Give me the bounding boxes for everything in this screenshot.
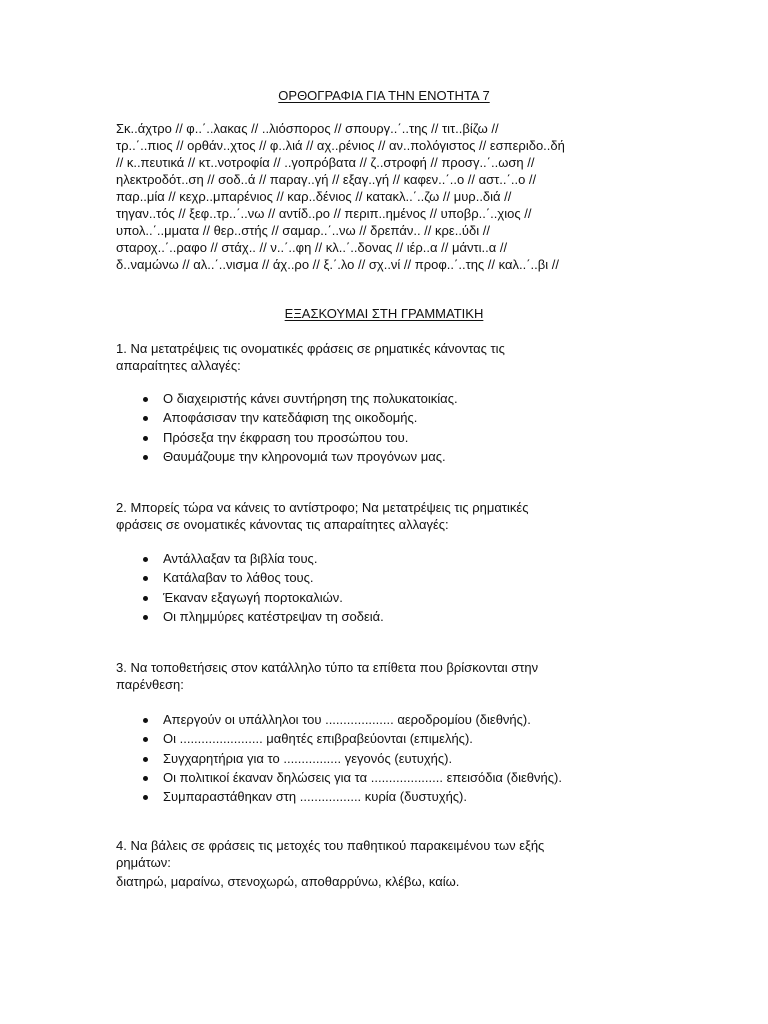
exercise-instruction: φράσεις σε ονοματικές κάνοντας τις απαραίτητες αλλαγές: bbox=[116, 517, 449, 532]
spelling-line: Σκ..άχτρο // φ..΄..λακας // ..λιόσπορος // σπουργ..΄..της // τιτ..βίζω // bbox=[116, 121, 499, 136]
exercise-instruction: παρένθεση: bbox=[116, 677, 184, 692]
spelling-title: ΟΡΘΟΓΡΑΦΙΑ ΓΙΑ ΤΗΝ ΕΝΟΤΗΤΑ 7 bbox=[278, 88, 490, 103]
bullet-icon bbox=[143, 615, 148, 620]
document-page: ΟΡΘΟΓΡΑΦΙΑ ΓΙΑ ΤΗΝ ΕΝΟΤΗΤΑ 7 Σκ..άχτρο // φ..΄..λακας // ..λιόσπορος // σπουργ..΄..της // τιτ..βίζω // τρ..΄..πιος // ορθάν..χτος // φ..λιά // αχ..ρένιος // αν..πολόγιστος // εσπεριδο..δή // κ..πευτικά // κτ..νοτροφία // ..γοπρόβατα // ζ..στροφή // προσγ..΄..ωση // ηλεκτροδότ..ση // σοδ..ά // παραγ..γή // εξαγ..γή // καφεν..΄..ο // αστ..΄..ο // παρ..μία // κεχρ..μπαρένιος // καρ..δένιος // κατακλ..΄..ζω // μυρ..διά // τηγαν..τός // ξεφ..τρ..΄..νω // αντίδ..ρο // περιπ..ημένος // υποβρ..΄..χιος // υπολ..΄..μματα // θερ..στής // σαμαρ..΄..νω // δρεπάν.. // κρε..ύδι // σταροχ..΄..ραφο // στάχ.. // ν..΄..φη // κλ..΄..δονας // ιέρ..α // μάντι..α // δ..ναμώνω // αλ..΄..νισμα // άχ..ρο // ξ.΄.λο // σχ..νί // προφ..΄..της // καλ..΄..βι // ΕΞΑΣΚΟΥΜΑΙ ΣΤΗ ΓΡΑΜΜΑΤΙΚΗ 1. Να μετατρέψεις τις ονοματικές φράσεις σε ρηματικές κάνοντας τις απαραίτητες αλλαγές: Ο διαχειριστής κάνει συντήρηση της πολυκατοικίας. Αποφάσισαν την κατεδάφιση της οικοδομής. Πρόσεξα την έκφραση του προσώπου του. Θαυμάζουμε την κληρονομιά των προγόνων μας. 2. Μπορείς τώρα να κάνεις το αντίστροφο; Να μετατρέψεις τις ρηματικές φράσεις σε ονοματικές κάνοντας τις απαραίτητες αλλαγές: Αντάλλαξαν τα βιβλία τους. Κατάλαβαν το λάθος τους. Έκαναν εξαγωγή πορτοκαλιών. Οι πλημμύρες κατέστρεψαν τη σοδειά. 3. Να τοποθετήσεις στον κατάλληλο τύπο τα επίθετα που βρίσκονται στην παρένθεση: Απεργούν οι υπάλληλοι του ................... αεροδρομίου (διεθνής). Οι ....................... μαθητές επιβραβεύονται (επιμελής). Συγχαρητήρια για το ................ γεγονός (ευτυχής). Οι πολιτικοί έκαναν δηλώσεις για τα .................... επεισόδια (διεθνής). Συμπαραστάθηκαν στη ................. κυρία (δυστυχής). 4. Να βάλεις σε φράσεις τις μετοχές του παθητικού παρακειμένου των εξής ρημάτων: διατηρώ, μαραίνω, στενοχωρώ, αποθαρρύνω, κλέβω, καίω. bbox=[0, 0, 768, 1024]
bullet-icon bbox=[143, 397, 148, 402]
exercise-instruction: 2. Μπορείς τώρα να κάνεις το αντίστροφο; Να μετατρέψεις τις ρηματικές bbox=[116, 500, 529, 515]
spelling-line: δ..ναμώνω // αλ..΄..νισμα // άχ..ρο // ξ.΄.λο // σχ..νί // προφ..΄..της // καλ..΄..βι // bbox=[116, 257, 559, 272]
bullet-icon bbox=[143, 455, 148, 460]
spelling-line: παρ..μία // κεχρ..μπαρένιος // καρ..δένιος // κατακλ..΄..ζω // μυρ..διά // bbox=[116, 189, 512, 204]
verb-list: διατηρώ, μαραίνω, στενοχωρώ, αποθαρρύνω, κλέβω, καίω. bbox=[116, 874, 460, 889]
spelling-line: σταροχ..΄..ραφο // στάχ.. // ν..΄..φη // κλ..΄..δονας // ιέρ..α // μάντι..α // bbox=[116, 240, 508, 255]
bullet-icon bbox=[143, 576, 148, 581]
exercise-instruction: ρημάτων: bbox=[116, 855, 171, 870]
exercise-instruction: 1. Να μετατρέψεις τις ονοματικές φράσεις σε ρηματικές κάνοντας τις bbox=[116, 341, 505, 356]
exercise-instruction: απαραίτητες αλλαγές: bbox=[116, 358, 241, 373]
spelling-line: τρ..΄..πιος // ορθάν..χτος // φ..λιά // αχ..ρένιος // αν..πολόγιστος // εσπεριδο..δή bbox=[116, 138, 565, 153]
spelling-line: υπολ..΄..μματα // θερ..στής // σαμαρ..΄..νω // δρεπάν.. // κρε..ύδι // bbox=[116, 223, 491, 238]
bullet-icon bbox=[143, 737, 148, 742]
grammar-title: ΕΞΑΣΚΟΥΜΑΙ ΣΤΗ ΓΡΑΜΜΑΤΙΚΗ bbox=[284, 306, 484, 321]
bullet-icon bbox=[143, 795, 148, 800]
bullet-icon bbox=[143, 718, 148, 723]
spelling-line: ηλεκτροδότ..ση // σοδ..ά // παραγ..γή // εξαγ..γή // καφεν..΄..ο // αστ..΄..ο // bbox=[116, 172, 537, 187]
exercise-instruction: 4. Να βάλεις σε φράσεις τις μετοχές του παθητικού παρακειμένου των εξής bbox=[116, 838, 545, 853]
bullet-icon bbox=[143, 557, 148, 562]
bullet-icon bbox=[143, 416, 148, 421]
bullet-icon bbox=[143, 596, 148, 601]
exercise-instruction: 3. Να τοποθετήσεις στον κατάλληλο τύπο τα επίθετα που βρίσκονται στην bbox=[116, 660, 539, 675]
spelling-line: τηγαν..τός // ξεφ..τρ..΄..νω // αντίδ..ρο // περιπ..ημένος // υποβρ..΄..χιος // bbox=[116, 206, 532, 221]
bullet-icon bbox=[143, 757, 148, 762]
spelling-line: // κ..πευτικά // κτ..νοτροφία // ..γοπρόβατα // ζ..στροφή // προσγ..΄..ωση // bbox=[116, 155, 535, 170]
bullet-icon bbox=[143, 436, 148, 441]
bullet-icon bbox=[143, 776, 148, 781]
